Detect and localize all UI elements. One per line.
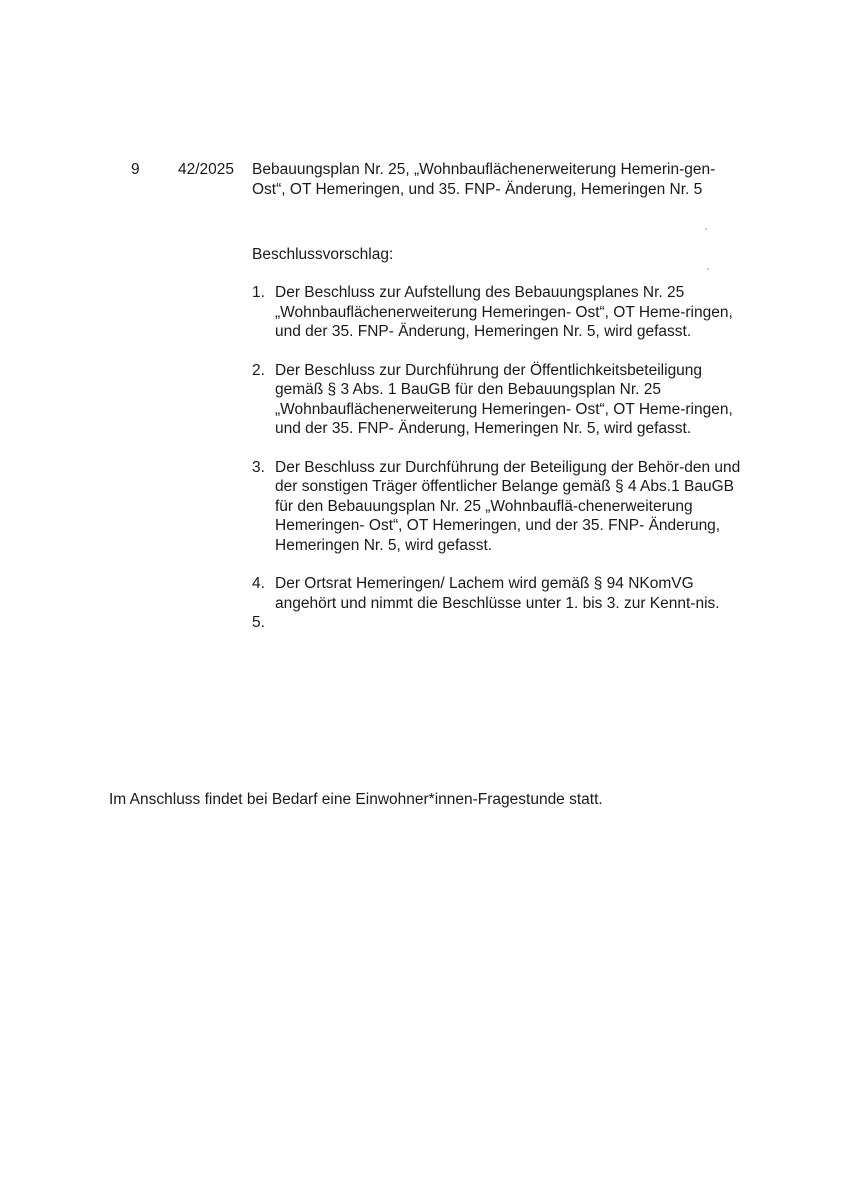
resolution-text: Der Ortsrat Hemeringen/ Lachem wird gemäß § 94 NKomVG angehört und nimmt die Beschlüsse unter 1. bis 3. zur Kennt-nis. [275,575,720,612]
resolution-number: 3. [252,458,265,476]
footer-note: Im Anschluss findet bei Bedarf eine Einwohner*innen-Fragestunde statt. [109,791,603,808]
scan-speck [707,268,709,270]
resolution-list [252,283,752,652]
agenda-item-number: 9 [131,161,140,178]
resolution-number: 2. [252,361,265,379]
resolution-item-5 [252,613,752,633]
resolution-text: Der Beschluss zur Durchführung der Öffentlichkeitsbeteiligung gemäß § 3 Abs. 1 BauGB für den Bebauungsplan Nr. 25 „Wohnbauflächenerweiterung Hemeringen- Ost“, OT Heme-ringen, und der 35. FNP- Änderung, Hemeringen Nr. 5, wird gefasst. [275,361,733,437]
agenda-item-title: Bebauungsplan Nr. 25, „Wohnbauflächenerweiterung Hemerin-gen- Ost“, OT Hemeringen, und 35. FNP- Änderung, Hemeringen Nr. 5 [252,161,716,198]
proposal-label: Beschlussvorschlag: [252,246,394,263]
resolution-text: Der Beschluss zur Durchführung der Beteiligung der Behör-den und der sonstigen Träger öffentlicher Belange gemäß § 4 Abs.1 BauGB für den Bebauungsplan Nr. 25 „Wohnbauflä-chenerweiterung Hemeringen- Ost“, OT Hemeringen, und der 35. FNP- Änderung, Hemeringen Nr. 5, wird gefasst. [275,458,741,554]
resolution-number: 1. [252,284,265,301]
resolution-number: 4. [252,575,265,592]
agenda-item-reference: 42/2025 [178,161,235,178]
resolution-text: Der Beschluss zur Aufstellung des Bebauungsplanes Nr. 25 „Wohnbauflächenerweiterung Hemeringen- Ost“, OT Heme-ringen, und der 35. FNP- Änderung, Hemeringen Nr. 5, wird gefasst. [275,284,733,340]
scan-speck [705,228,707,230]
resolution-text [275,613,745,633]
resolution-number: 5. [252,614,265,631]
resolution-item-3 [252,458,752,556]
resolution-item-2 [252,361,752,439]
resolution-item-4 [252,574,752,613]
resolution-item-1 [252,283,752,342]
